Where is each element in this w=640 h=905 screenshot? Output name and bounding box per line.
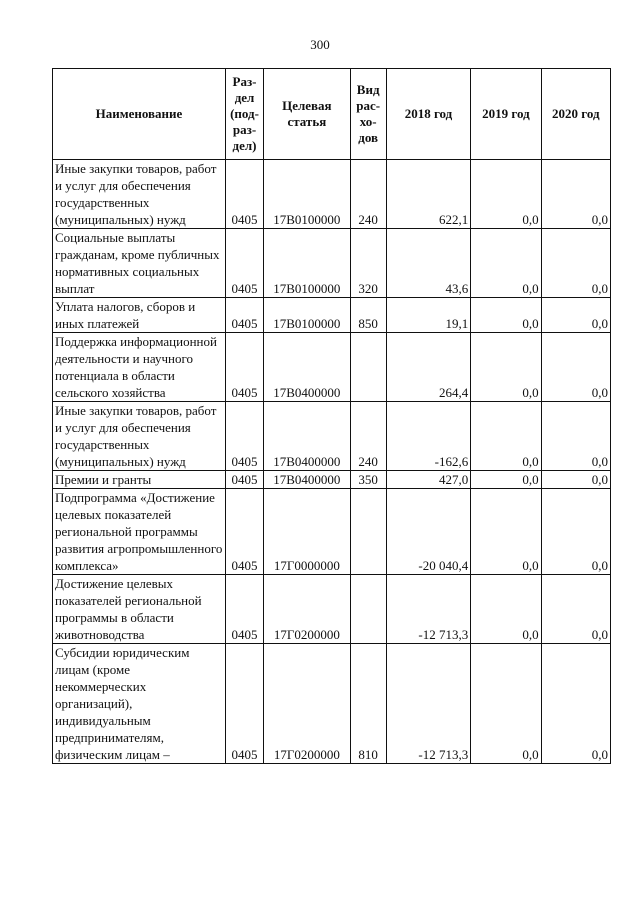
header-target: Целевая статья [264, 69, 350, 160]
table-row [53, 402, 611, 471]
row-2019: 0,0 [471, 471, 541, 489]
row-kind: 240 [350, 160, 386, 229]
row-2018: -12 713,3 [386, 644, 470, 764]
row-target: 17В0400000 [264, 402, 350, 471]
table-row [53, 229, 611, 298]
row-name: Поддержка информационной деятельности и научного потенциала в области сельского хозяйства [53, 333, 226, 402]
row-2020: 0,0 [541, 575, 610, 644]
row-section: 0405 [225, 333, 263, 402]
row-kind [350, 575, 386, 644]
table-row [53, 575, 611, 644]
row-kind [350, 489, 386, 575]
row-2020: 0,0 [541, 644, 610, 764]
row-target: 17В0100000 [264, 160, 350, 229]
header-2020: 2020 год [541, 69, 610, 160]
page-number: 300 [310, 37, 330, 52]
row-2018: 264,4 [386, 333, 470, 402]
row-2018: -162,6 [386, 402, 470, 471]
row-2019: 0,0 [471, 229, 541, 298]
row-name: Субсидии юридическим лицам (кроме некоммерческих организаций), индивидуальным предпринимателям, физическим лицам – [53, 644, 226, 764]
table-row [53, 333, 611, 402]
row-2018: 622,1 [386, 160, 470, 229]
row-2018: 427,0 [386, 471, 470, 489]
table-row [53, 644, 611, 764]
row-kind: 240 [350, 402, 386, 471]
row-2019: 0,0 [471, 644, 541, 764]
row-section: 0405 [225, 575, 263, 644]
row-2018: 19,1 [386, 298, 470, 333]
row-section: 0405 [225, 402, 263, 471]
row-name: Социальные выплаты гражданам, кроме публичных нормативных социальных выплат [53, 229, 226, 298]
row-target: 17В0400000 [264, 471, 350, 489]
row-name: Иные закупки товаров, работ и услуг для обеспечения государственных (муниципальных) нужд [53, 160, 226, 229]
header-kind: Вид рас-хо-дов [350, 69, 386, 160]
row-2018: 43,6 [386, 229, 470, 298]
row-kind: 810 [350, 644, 386, 764]
row-2019: 0,0 [471, 298, 541, 333]
row-name: Премии и гранты [53, 471, 226, 489]
row-2020: 0,0 [541, 298, 610, 333]
row-target: 17Г0000000 [264, 489, 350, 575]
row-2020: 0,0 [541, 489, 610, 575]
row-2019: 0,0 [471, 489, 541, 575]
row-2020: 0,0 [541, 471, 610, 489]
table-row [53, 489, 611, 575]
row-section: 0405 [225, 298, 263, 333]
row-name: Уплата налогов, сборов и иных платежей [53, 298, 226, 333]
row-section: 0405 [225, 489, 263, 575]
budget-table [52, 68, 611, 764]
table-row [53, 160, 611, 229]
row-kind [350, 333, 386, 402]
row-section: 0405 [225, 644, 263, 764]
row-target: 17В0400000 [264, 333, 350, 402]
row-2019: 0,0 [471, 333, 541, 402]
row-2020: 0,0 [541, 333, 610, 402]
row-2018: -20 040,4 [386, 489, 470, 575]
row-target: 17Г0200000 [264, 575, 350, 644]
row-kind: 350 [350, 471, 386, 489]
row-section: 0405 [225, 229, 263, 298]
header-section: Раз-дел (под-раз-дел) [225, 69, 263, 160]
header-2019: 2019 год [471, 69, 541, 160]
row-kind: 850 [350, 298, 386, 333]
row-2020: 0,0 [541, 402, 610, 471]
table-row [53, 471, 611, 489]
header-row [53, 69, 611, 160]
header-2018: 2018 год [386, 69, 470, 160]
row-name: Достижение целевых показателей региональной программы в области животноводства [53, 575, 226, 644]
row-target: 17Г0200000 [264, 644, 350, 764]
row-2019: 0,0 [471, 575, 541, 644]
row-2018: -12 713,3 [386, 575, 470, 644]
row-name: Подпрограмма «Достижение целевых показателей региональной программы развития агропромышленного комплекса» [53, 489, 226, 575]
table-row [53, 298, 611, 333]
row-section: 0405 [225, 471, 263, 489]
row-name: Иные закупки товаров, работ и услуг для обеспечения государственных (муниципальных) нужд [53, 402, 226, 471]
row-kind: 320 [350, 229, 386, 298]
row-target: 17В0100000 [264, 298, 350, 333]
row-target: 17В0100000 [264, 229, 350, 298]
header-name: Наименование [53, 69, 226, 160]
row-section: 0405 [225, 160, 263, 229]
row-2019: 0,0 [471, 402, 541, 471]
row-2019: 0,0 [471, 160, 541, 229]
row-2020: 0,0 [541, 160, 610, 229]
row-2020: 0,0 [541, 229, 610, 298]
